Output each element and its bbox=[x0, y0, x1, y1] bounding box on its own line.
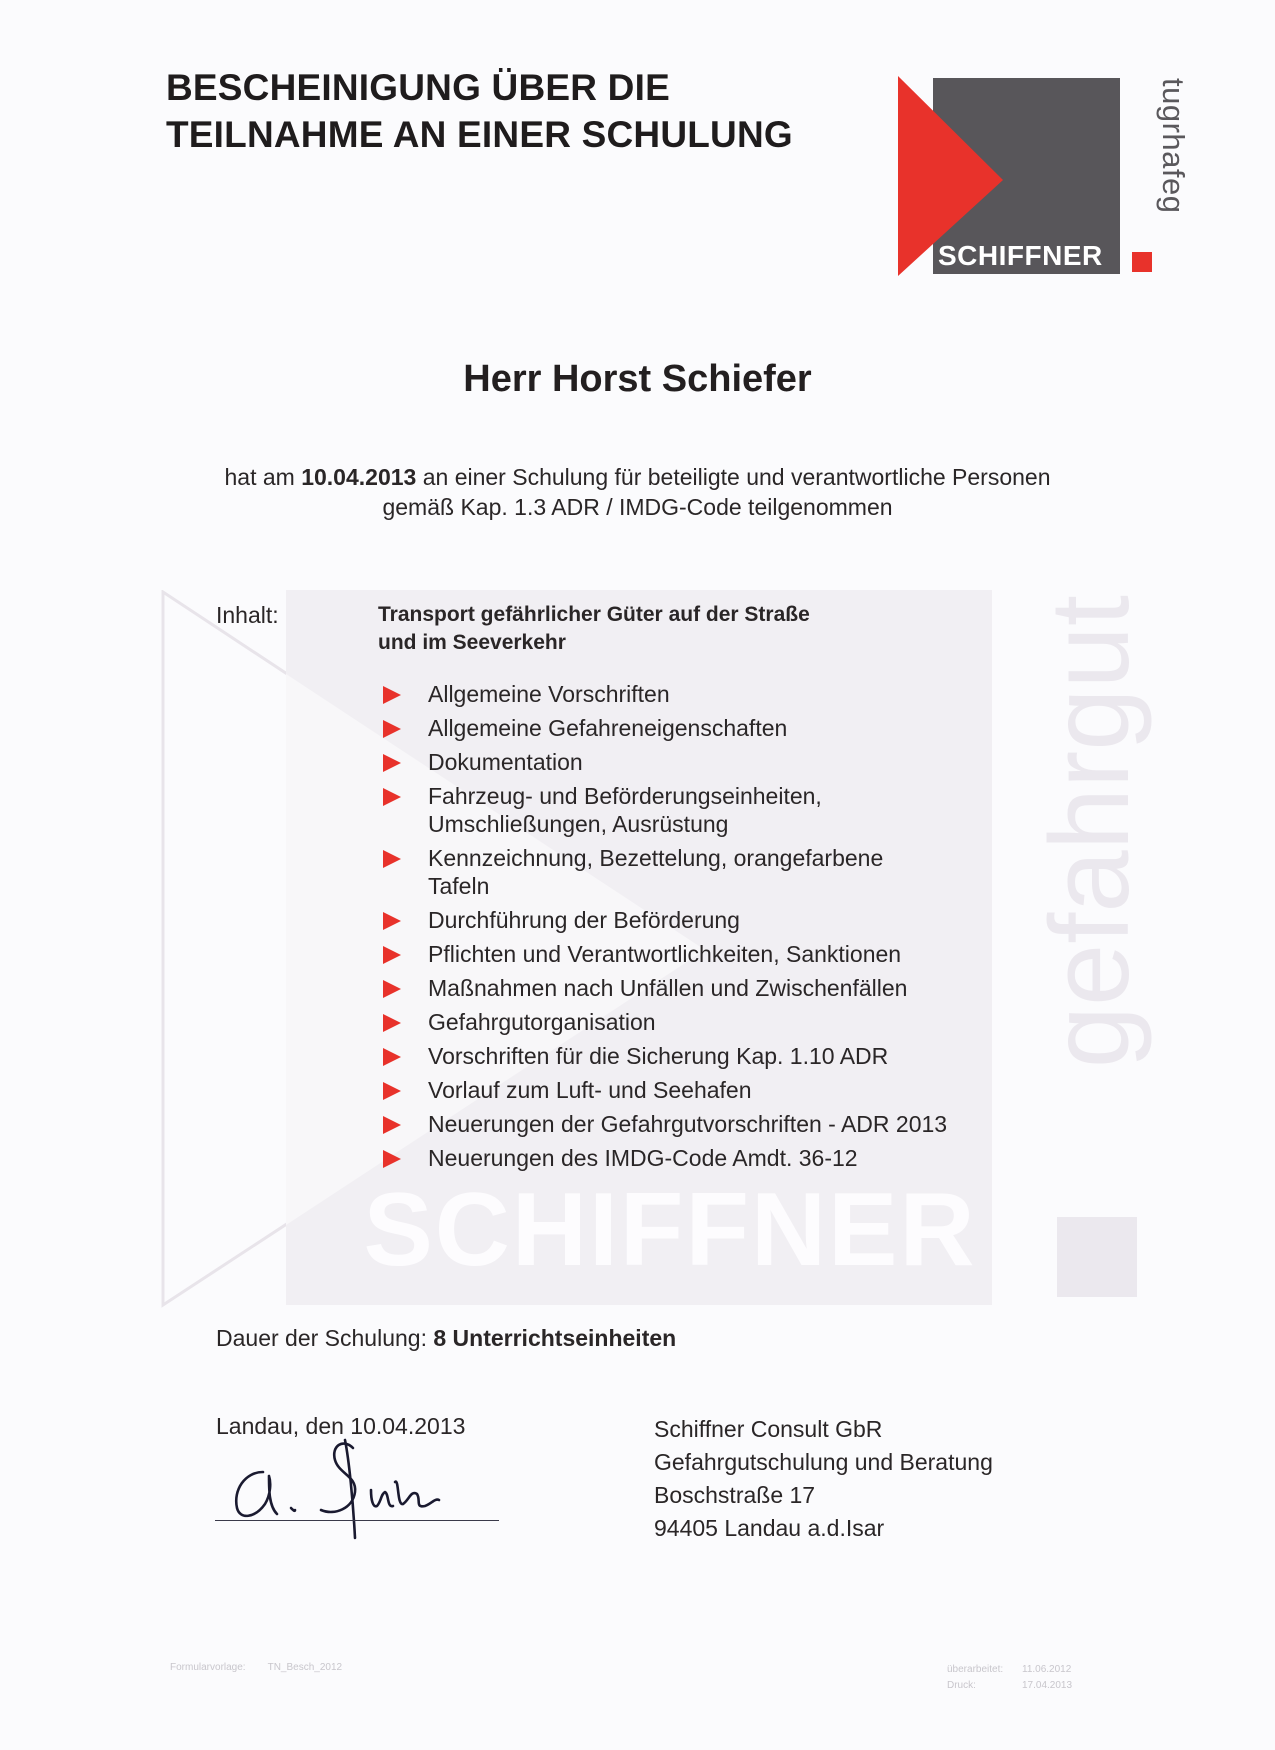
red-arrow-icon bbox=[383, 1048, 401, 1066]
list-item: Allgemeine Vorschriften bbox=[383, 680, 1003, 708]
certificate-title bbox=[166, 64, 793, 158]
red-arrow-icon bbox=[383, 980, 401, 998]
topic-line-1: Transport gefährlicher Güter auf der Straße bbox=[378, 603, 810, 626]
red-arrow-icon bbox=[383, 850, 401, 868]
list-item: Pflichten und Verantwortlichkeiten, Sanktionen bbox=[383, 940, 1003, 968]
list-item: Vorschriften für die Sicherung Kap. 1.10 ADR bbox=[383, 1042, 1003, 1070]
red-arrow-icon bbox=[383, 720, 401, 738]
duration-value: 8 Unterrichtseinheiten bbox=[433, 1325, 677, 1351]
company-service: Gefahrgutschulung und Beratung bbox=[654, 1449, 993, 1475]
title-line-2: TEILNAHME AN EINER SCHULUNG bbox=[166, 114, 793, 155]
watermark-square bbox=[1057, 1217, 1137, 1297]
title-line-1: BESCHEINIGUNG ÜBER DIE bbox=[166, 67, 670, 108]
red-arrow-icon bbox=[383, 686, 401, 704]
list-item: Dokumentation bbox=[383, 748, 1003, 776]
duration-label: Dauer der Schulung: bbox=[216, 1325, 427, 1351]
red-arrow-icon bbox=[383, 754, 401, 772]
company-street: Boschstraße 17 bbox=[654, 1482, 816, 1508]
footer-form-label: Formularvorlage: bbox=[170, 1662, 246, 1673]
red-arrow-icon bbox=[383, 946, 401, 964]
topic-line-2: und im Seeverkehr bbox=[378, 631, 566, 654]
statement-prefix: hat am bbox=[224, 464, 295, 490]
company-address bbox=[654, 1413, 993, 1545]
footer-print-row: Druck: 17.04.2013 bbox=[947, 1680, 1073, 1691]
watermark-brand: SCHIFFNER bbox=[363, 1172, 977, 1288]
list-item: Neuerungen des IMDG-Code Amdt. 36-12 bbox=[383, 1144, 1003, 1172]
red-arrow-icon bbox=[383, 1082, 401, 1100]
schiffner-logo bbox=[895, 76, 1191, 276]
footer-form-reference bbox=[170, 1662, 342, 1673]
red-arrow-icon bbox=[383, 788, 401, 806]
red-arrow-icon bbox=[383, 1150, 401, 1168]
red-arrow-icon bbox=[383, 1014, 401, 1032]
red-arrow-icon bbox=[383, 1116, 401, 1134]
watermark-tagline-block bbox=[1027, 595, 1152, 1295]
list-item: Durchführung der Beförderung bbox=[383, 906, 1003, 934]
place-and-date: Landau, den 10.04.2013 bbox=[216, 1413, 466, 1439]
footer-revised-row: überarbeitet: 11.06.2012 bbox=[947, 1664, 1072, 1675]
content-label: Inhalt: bbox=[216, 602, 279, 628]
company-city: 94405 Landau a.d.Isar bbox=[654, 1515, 885, 1541]
red-arrow-icon bbox=[383, 912, 401, 930]
logo-red-square bbox=[1132, 252, 1152, 272]
logo-tagline: gefahrgut bbox=[1156, 78, 1191, 214]
statement-line-1 bbox=[0, 462, 1275, 492]
statement-suffix: an einer Schulung für beteiligte und verantwortliche Personen bbox=[422, 464, 1051, 490]
content-list bbox=[383, 680, 1003, 1178]
footer-revision-info bbox=[947, 1662, 1072, 1694]
recipient-name: Herr Horst Schiefer bbox=[463, 358, 812, 400]
company-name: Schiffner Consult GbR bbox=[654, 1416, 883, 1442]
training-duration bbox=[216, 1325, 676, 1352]
list-item: Fahrzeug- und Beförderungseinheiten, Umschließungen, Ausrüstung bbox=[383, 782, 1003, 838]
list-item: Kennzeichnung, Bezettelung, orangefarbene Tafeln bbox=[383, 844, 1003, 900]
training-date: 10.04.2013 bbox=[301, 464, 417, 490]
list-item: Maßnahmen nach Unfällen und Zwischenfällen bbox=[383, 974, 1003, 1002]
handwritten-signature bbox=[225, 1420, 455, 1540]
list-item: Allgemeine Gefahreneigenschaften bbox=[383, 714, 1003, 742]
list-item: Vorlauf zum Luft- und Seehafen bbox=[383, 1076, 1003, 1104]
signature-line bbox=[215, 1520, 499, 1521]
list-item: Gefahrgutorganisation bbox=[383, 1008, 1003, 1036]
watermark-tagline: gefahrgut bbox=[1027, 595, 1152, 1069]
footer-form-value: TN_Besch_2012 bbox=[267, 1662, 343, 1673]
statement-line-2: gemäß Kap. 1.3 ADR / IMDG-Code teilgenommen bbox=[382, 494, 893, 520]
participation-statement bbox=[0, 462, 1275, 522]
logo-brand-text: SCHIFFNER bbox=[938, 240, 1103, 271]
content-topic bbox=[378, 601, 810, 657]
list-item: Neuerungen der Gefahrgutvorschriften - ADR 2013 bbox=[383, 1110, 1003, 1138]
